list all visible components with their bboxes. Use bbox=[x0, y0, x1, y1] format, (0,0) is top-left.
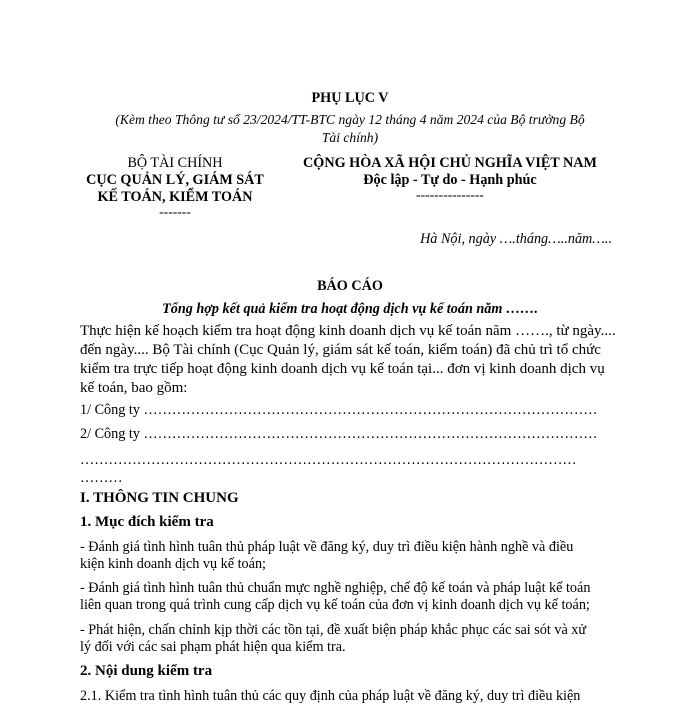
subsection-heading-purpose: 1. Mục đích kiểm tra bbox=[80, 514, 214, 530]
intro-line: đến ngày.... Bộ Tài chính (Cục Quản lý, giám sát kế toán, kiểm toán) đã chủ trì tổ chức bbox=[80, 342, 601, 358]
right-header-divider: --------------- bbox=[416, 187, 484, 202]
report-subtitle: Tổng hợp kết quả kiểm tra hoạt động dịch vụ kế toán năm ……. bbox=[162, 301, 538, 317]
bullet-line: - Đánh giá tình hình tuân thủ pháp luật về đăng ký, duy trì điều kiện hành nghề và điều bbox=[80, 539, 574, 555]
place-date: Hà Nội, ngày ….tháng…..năm….. bbox=[420, 231, 612, 247]
bullet-line: lý đối với các sai phạm phát hiện qua kiểm tra. bbox=[80, 639, 346, 655]
intro-line: kiểm tra trực tiếp hoạt động kinh doanh dịch vụ kế toán tại... đơn vị kinh doanh dịch vụ bbox=[80, 361, 605, 377]
appendix-title: PHỤ LỤC V bbox=[311, 90, 389, 106]
appendix-note-line1: (Kèm theo Thông tư số 23/2024/TT-BTC ngày 12 tháng 4 năm 2024 của Bộ trưởng Bộ bbox=[115, 112, 585, 127]
company-line-2: 2/ Công ty …………………………………………………………………………………… bbox=[80, 426, 598, 442]
department-name-line2: KẾ TOÁN, KIỂM TOÁN bbox=[97, 189, 253, 205]
department-name-line1: CỤC QUẢN LÝ, GIÁM SÁT bbox=[86, 172, 264, 188]
report-title: BÁO CÁO bbox=[317, 278, 383, 294]
section-heading: I. THÔNG TIN CHUNG bbox=[80, 490, 239, 506]
item-2-1: 2.1. Kiểm tra tình hình tuân thủ các quy định của pháp luật về đăng ký, duy trì điều kiện bbox=[80, 688, 581, 704]
bullet-line: - Đánh giá tình hình tuân thủ chuẩn mực nghề nghiệp, chế độ kế toán và pháp luật kế toán bbox=[80, 580, 591, 596]
bullet-line: kiện kinh doanh dịch vụ kế toán; bbox=[80, 556, 266, 572]
continuation-dots-end: ……… bbox=[80, 470, 123, 486]
bullet-line: - Phát hiện, chấn chỉnh kịp thời các tồn tại, đề xuất biện pháp khắc phục các sai sót và xử bbox=[80, 622, 587, 638]
intro-line: Thực hiện kế hoạch kiểm tra hoạt động kinh doanh dịch vụ kế toán năm ……., từ ngày.... bbox=[80, 323, 616, 339]
left-header-divider: ------- bbox=[159, 204, 191, 219]
continuation-dots: …………………………………………………………………………………………… bbox=[80, 452, 577, 468]
subsection-heading-content: 2. Nội dung kiểm tra bbox=[80, 663, 213, 679]
country-name: CỘNG HÒA XÃ HỘI CHỦ NGHĨA VIỆT NAM bbox=[303, 155, 597, 171]
ministry-name: BỘ TÀI CHÍNH bbox=[127, 155, 223, 171]
intro-line: kế toán, bao gồm: bbox=[80, 380, 188, 396]
bullet-line: liên quan trong quá trình cung cấp dịch vụ kế toán của đơn vị kinh doanh dịch vụ kế toán; bbox=[80, 597, 590, 613]
company-line-1: 1/ Công ty …………………………………………………………………………………… bbox=[80, 402, 598, 418]
national-motto: Độc lập - Tự do - Hạnh phúc bbox=[363, 172, 537, 188]
appendix-note-line2: Tài chính) bbox=[321, 130, 379, 145]
